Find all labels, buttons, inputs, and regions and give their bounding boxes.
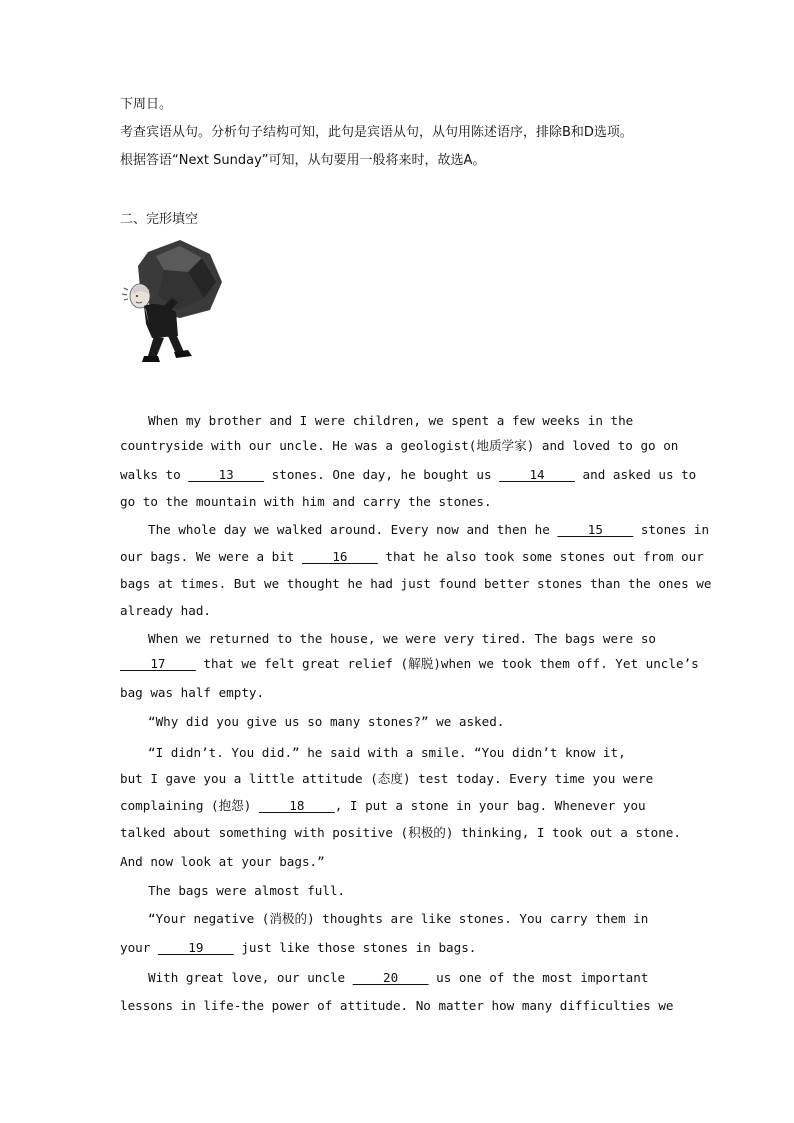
passage-line — [120, 549, 704, 565]
section-title: 二、完形填空 — [120, 212, 199, 227]
passage-line: When we returned to the house, we were very tired. The bags were so — [148, 631, 656, 646]
passage-line: “Why did you give us so many stones?” we asked. — [148, 714, 505, 729]
passage-text: and asked us to — [574, 467, 697, 482]
passage-line: The bags were almost full. — [148, 883, 346, 898]
passage-line: “I didn’t. You did.” he said with a smile. “You didn’t know it, — [148, 745, 626, 760]
passage-text: stones in — [633, 522, 710, 537]
passage-text: us one of the most important — [428, 970, 649, 985]
passage-line: And now look at your bags.” — [120, 854, 325, 869]
blank-19: 19 — [157, 940, 234, 955]
blank-14: 14 — [499, 467, 575, 482]
passage-line — [148, 970, 680, 986]
passage-text: just like those stones in bags. — [233, 940, 477, 955]
passage-text: , I put a stone in your bag. Whenever you — [334, 798, 646, 813]
passage-line: bag was half empty. — [120, 685, 265, 700]
blank-18: 18 — [258, 798, 335, 813]
passage-line: “Your negative (消极的) thoughts are like stones. You carry them in — [148, 911, 649, 926]
man-carrying-boulder-icon — [118, 238, 230, 368]
passage-line — [120, 656, 699, 672]
passage-line: talked about something with positive (积极的) thinking, I took out a stone. — [120, 825, 681, 840]
passage-line: When my brother and I were children, we spent a few weeks in the — [148, 413, 634, 428]
blank-20: 20 — [352, 970, 429, 985]
passage-text: that we felt great relief (解脱)when we took them off. Yet uncle’s — [195, 656, 699, 671]
passage-line: but I gave you a little attitude (态度) test today. Every time you were — [120, 771, 654, 786]
passage-line: already had. — [120, 603, 211, 618]
passage-line — [120, 467, 697, 483]
answer-note-line: 考查宾语从句。分析句子结构可知，此句是宾语从句，从句用陈述语序，排除B和D选项。 — [120, 125, 633, 140]
passage-line — [148, 522, 710, 538]
blank-13: 13 — [188, 467, 265, 482]
answer-note-line: 根据答语“Next Sunday”可知，从句要用一般将来时，故选A。 — [120, 153, 486, 168]
passage-text: that he also took some stones out from our — [377, 549, 704, 564]
passage-line — [120, 940, 680, 956]
passage-text: our bags. We were a bit — [120, 549, 302, 564]
passage-text: complaining (抱怨) — [120, 798, 259, 813]
blank-15: 15 — [557, 522, 634, 537]
passage-text: walks to — [120, 467, 189, 482]
answer-note-line: 下周日。 — [120, 97, 173, 112]
passage-text: your — [120, 940, 158, 955]
passage-text: stones. One day, he bought us — [264, 467, 500, 482]
blank-16: 16 — [301, 549, 378, 564]
passage-text: With great love, our uncle — [148, 970, 353, 985]
blank-17: 17 — [120, 656, 196, 671]
passage-line: lessons in life-the power of attitude. No matter how many difficulties we — [120, 998, 674, 1013]
passage-line: bags at times. But we thought he had just found better stones than the ones we — [120, 576, 712, 591]
passage-line: countryside with our uncle. He was a geologist(地质学家) and loved to go on — [120, 438, 679, 453]
passage-line: go to the mountain with him and carry the stones. — [120, 494, 492, 509]
passage-line — [120, 798, 680, 814]
passage-text: The whole day we walked around. Every now and then he — [148, 522, 558, 537]
